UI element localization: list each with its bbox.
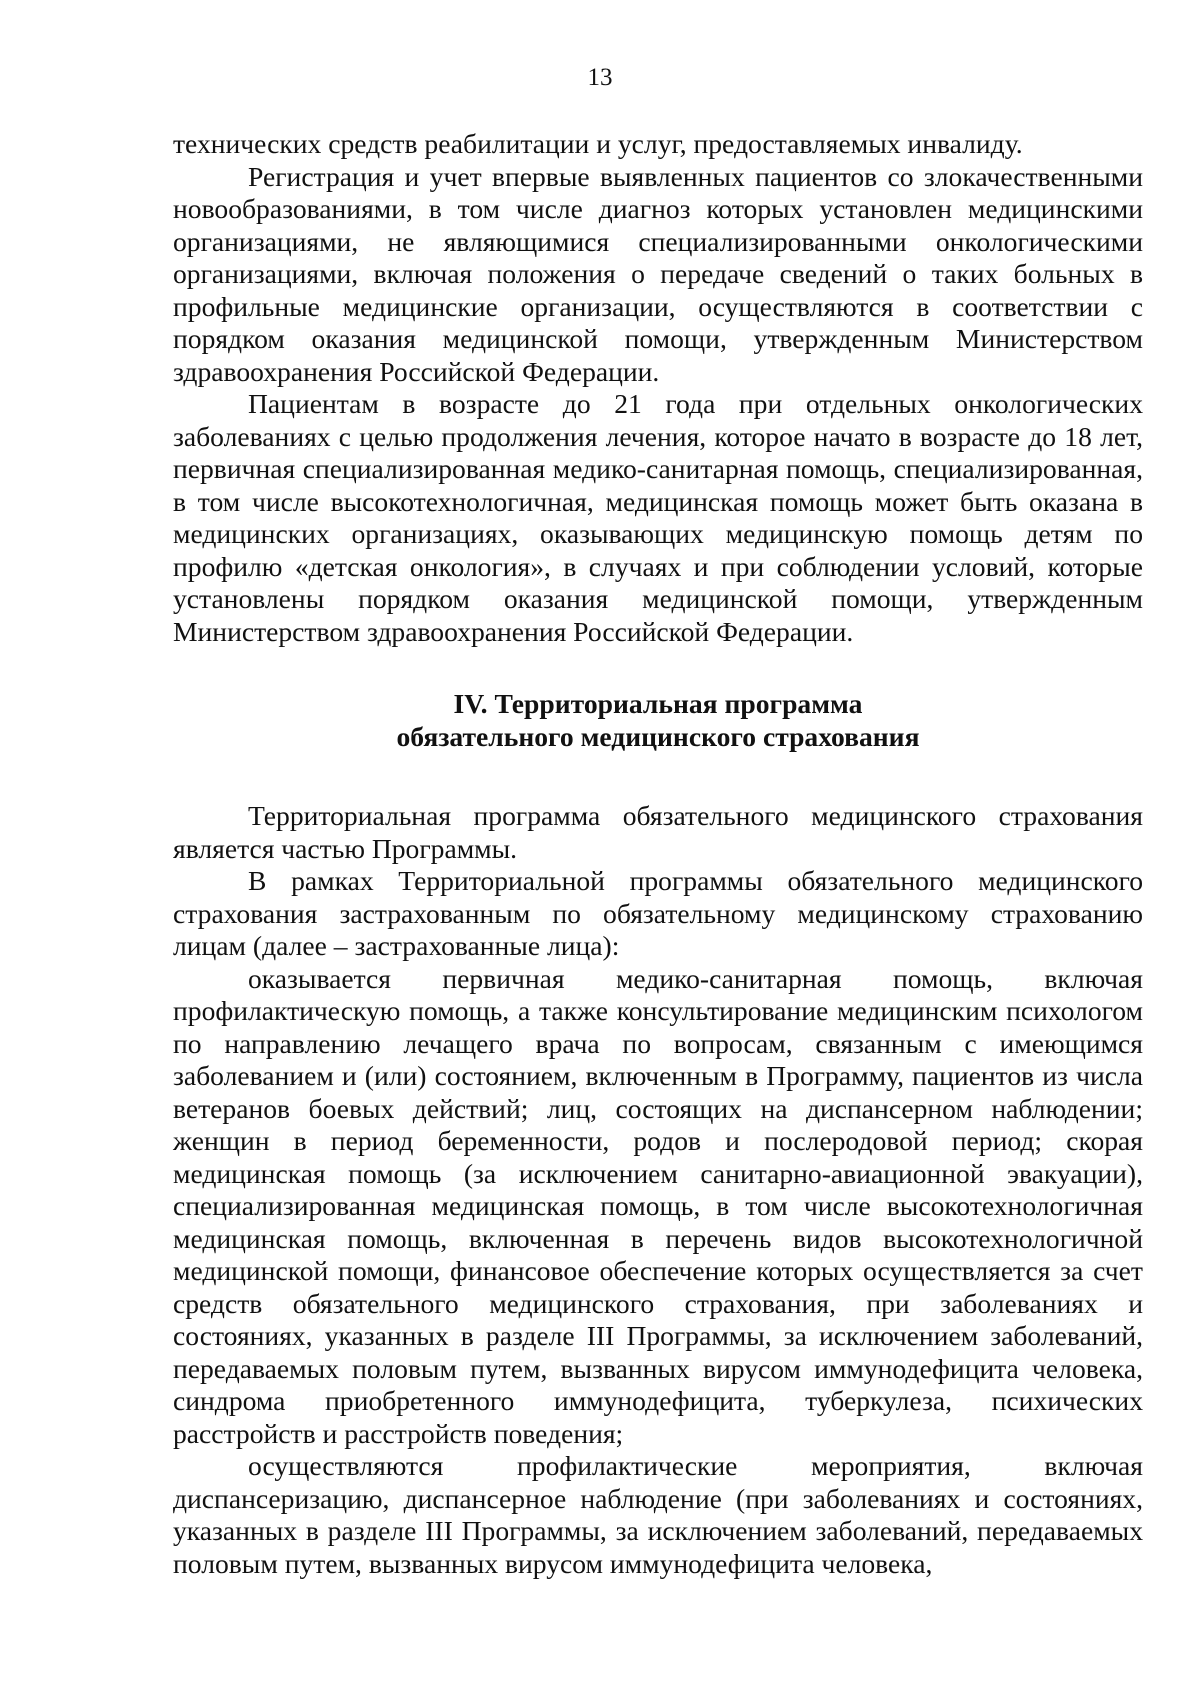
paragraph-4: Территориальная программа обязательного медицинского страхования является частью Программы. xyxy=(173,800,1143,864)
section-heading xyxy=(173,687,1143,753)
section-heading-line-2: обязательного медицинского страхования xyxy=(396,721,920,752)
paragraph-7: осуществляются профилактические мероприятия, включая диспансеризацию, диспансерное наблюдение (при заболеваниях и состояниях, указанных в разделе III Программы, за исключением заболеваний, передаваемых половым путем, вызванных вирусом иммунодефицита человека, xyxy=(173,1450,1143,1579)
section-heading-line-1: IV. Территориальная программа xyxy=(453,688,863,719)
document-body xyxy=(173,128,1143,1580)
paragraph-3: Пациентам в возрасте до 21 года при отдельных онкологических заболеваниях с целью продолжения лечения, которое начато в возрасте до 18 лет, первичная специализированная медико-санитарная помощь, специализированная, в том числе высокотехнологичная, медицинская помощь может быть оказана в медицинских организациях, оказывающих медицинскую помощь детям по профилю «детская онкология», в случаях и при соблюдении условий, которые установлены порядком оказания медицинской помощи, утвержденным Министерством здравоохранения Российской Федерации. xyxy=(173,388,1143,647)
page-number: 13 xyxy=(587,64,613,91)
paragraph-5: В рамках Территориальной программы обязательного медицинского страхования застрахованным по обязательному медицинскому страхованию лицам (далее – застрахованные лица): xyxy=(173,865,1143,961)
paragraph-6: оказывается первичная медико-санитарная помощь, включая профилактическую помощь, а также консультирование медицинским психологом по направлению лечащего врача по вопросам, связанным с имеющимся заболеванием и (или) состоянием, включенным в Программу, пациентов из числа ветеранов боевых действий; лиц, состоящих на диспансерном наблюдении; женщин в период беременности, родов и послеродовой период; скорая медицинская помощь (за исключением санитарно-авиационной эвакуации), специализированная медицинская помощь, в том числе высокотехнологичная медицинская помощь, включенная в перечень видов высокотехнологичной медицинской помощи, финансовое обеспечение которых осуществляется за счет средств обязательного медицинского страхования, при заболеваниях и состояниях, указанных в разделе III Программы, за исключением заболеваний, передаваемых половым путем, вызванных вирусом иммунодефицита человека, синдрома приобретенного иммунодефицита, туберкулеза, психических расстройств и расстройств поведения; xyxy=(173,962,1143,1449)
paragraph-1: технических средств реабилитации и услуг, предоставляемых инвалиду. xyxy=(173,128,1023,159)
paragraph-2: Регистрация и учет впервые выявленных пациентов со злокачественными новообразованиями, в том числе диагноз которых установлен медицинскими организациями, не являющимися специализированными онкологическими организациями, включая положения о передаче сведений о таких больных в профильные медицинские организации, осуществляются в соответствии с порядком оказания медицинской помощи, утвержденным Министерством здравоохранения Российской Федерации. xyxy=(173,160,1143,387)
